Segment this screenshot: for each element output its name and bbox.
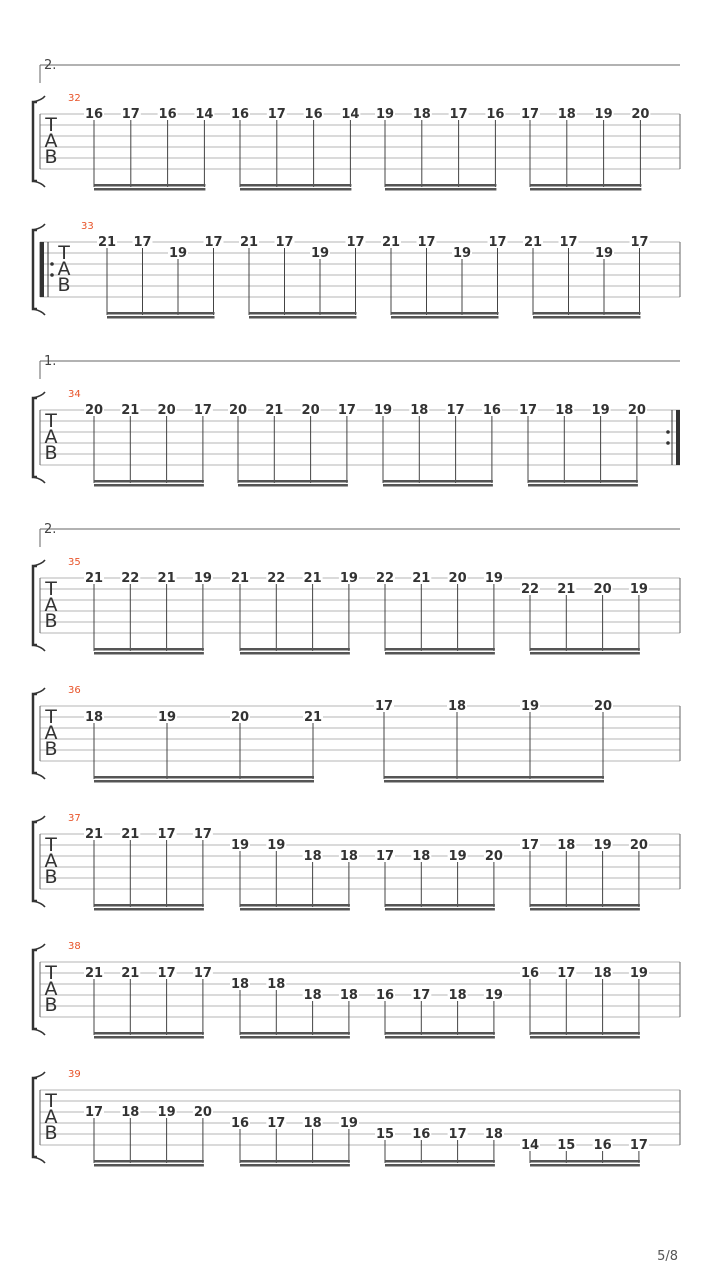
beam-primary xyxy=(94,648,204,651)
beam-secondary xyxy=(107,316,215,319)
fret-number: 18 xyxy=(557,838,576,853)
brace-bottom-curl xyxy=(33,645,45,651)
volta-label: 1. xyxy=(44,354,57,369)
beam-secondary xyxy=(238,484,348,487)
fret-number: 20 xyxy=(631,107,650,122)
tab-system xyxy=(33,813,680,911)
fret-number: 21 xyxy=(121,403,140,418)
fret-number: 21 xyxy=(230,571,250,586)
fret-number: 21 xyxy=(523,235,543,250)
fret-number: 22 xyxy=(267,571,286,586)
beam-secondary xyxy=(240,1164,350,1167)
fret-number: 18 xyxy=(267,977,286,992)
fret-number: 19 xyxy=(310,246,330,261)
note-group xyxy=(374,699,613,783)
beam-secondary xyxy=(94,652,204,655)
fret-number: 20 xyxy=(84,403,104,418)
fret-number: 15 xyxy=(375,1127,395,1142)
system-brace xyxy=(33,950,37,1029)
note-group xyxy=(375,571,504,655)
tab-system xyxy=(33,685,680,783)
tab-clef-letter: A xyxy=(44,426,58,448)
measure-number: 39 xyxy=(68,1069,81,1080)
beam-secondary xyxy=(385,188,496,191)
fret-number: 18 xyxy=(121,1105,140,1120)
fret-number: 17 xyxy=(412,988,431,1003)
fret-number: 21 xyxy=(412,571,431,586)
fret-number: 16 xyxy=(375,988,395,1003)
tab-clef-letter: T xyxy=(58,242,70,264)
note-group xyxy=(523,235,650,319)
beam-primary xyxy=(94,480,204,483)
fret-number: 20 xyxy=(484,849,503,864)
beam-secondary xyxy=(528,484,638,487)
system-brace xyxy=(33,566,37,645)
tab-clef-letter: A xyxy=(57,258,71,280)
system-brace xyxy=(33,398,37,477)
fret-number: 21 xyxy=(97,235,117,250)
fret-number: 22 xyxy=(121,571,140,586)
beam-primary xyxy=(240,184,351,187)
repeat-dot xyxy=(50,262,54,266)
fret-number: 18 xyxy=(339,849,358,864)
note-group xyxy=(230,107,360,191)
fret-number: 20 xyxy=(228,403,248,418)
note-group xyxy=(230,571,359,655)
fret-number: 21 xyxy=(239,235,259,250)
brace-bottom-curl xyxy=(33,1157,45,1163)
fret-number: 16 xyxy=(230,1116,250,1131)
fret-number: 17 xyxy=(346,235,365,250)
note-group xyxy=(518,403,647,487)
fret-number: 20 xyxy=(301,403,320,418)
fret-number: 20 xyxy=(230,710,250,725)
tab-clef-letter: T xyxy=(45,1090,57,1112)
note-group xyxy=(375,1127,504,1167)
tab-clef-letter: T xyxy=(45,962,57,984)
fret-number: 17 xyxy=(449,107,468,122)
brace-top-curl xyxy=(33,1072,45,1078)
fret-number: 17 xyxy=(520,107,540,122)
beam-secondary xyxy=(385,1164,495,1167)
note-group xyxy=(373,403,502,487)
note-group xyxy=(230,1116,359,1167)
fret-number: 20 xyxy=(593,699,613,714)
note-group xyxy=(84,966,213,1039)
measure-number: 36 xyxy=(68,685,81,696)
fret-number: 21 xyxy=(84,827,104,842)
beam-secondary xyxy=(385,652,495,655)
fret-number: 20 xyxy=(627,403,646,418)
beam-secondary xyxy=(94,188,205,191)
measure-number: 37 xyxy=(68,813,81,824)
beam-primary xyxy=(385,904,495,907)
note-group xyxy=(84,571,213,655)
fret-number: 17 xyxy=(133,235,152,250)
fret-number: 16 xyxy=(520,966,540,981)
system-brace xyxy=(33,102,37,181)
note-group xyxy=(84,827,213,911)
note-group xyxy=(228,403,357,487)
system-brace xyxy=(33,1078,37,1157)
measure-number: 38 xyxy=(68,941,81,952)
beam-primary xyxy=(238,480,348,483)
fret-number: 21 xyxy=(303,710,323,725)
brace-bottom-curl xyxy=(33,309,45,315)
fret-number: 16 xyxy=(84,107,104,122)
fret-number: 18 xyxy=(84,710,104,725)
note-group xyxy=(375,849,504,911)
fret-number: 17 xyxy=(520,838,540,853)
fret-number: 17 xyxy=(193,966,212,981)
beam-primary xyxy=(94,776,314,779)
brace-bottom-curl xyxy=(33,901,45,907)
brace-bottom-curl xyxy=(33,181,45,187)
fret-number: 17 xyxy=(374,699,394,714)
fret-number: 21 xyxy=(303,571,322,586)
fret-number: 19 xyxy=(520,699,540,714)
fret-number: 18 xyxy=(448,988,467,1003)
fret-number: 19 xyxy=(267,838,286,853)
beam-primary xyxy=(385,1160,495,1163)
fret-number: 22 xyxy=(375,571,395,586)
beam-primary xyxy=(530,184,641,187)
beam-primary xyxy=(107,312,215,315)
brace-top-curl xyxy=(33,688,45,694)
fret-number: 17 xyxy=(375,849,395,864)
brace-bottom-curl xyxy=(33,477,45,483)
fret-number: 18 xyxy=(557,107,576,122)
fret-number: 21 xyxy=(121,966,140,981)
fret-number: 18 xyxy=(230,977,250,992)
beam-primary xyxy=(240,904,350,907)
note-group xyxy=(520,582,649,655)
fret-number: 17 xyxy=(488,235,507,250)
repeat-end-thick-bar xyxy=(676,410,680,465)
page-number: 5/8 xyxy=(657,1249,678,1264)
fret-number: 17 xyxy=(559,235,578,250)
beam-primary xyxy=(530,648,640,651)
system-brace xyxy=(33,694,37,773)
beam-primary xyxy=(530,904,640,907)
fret-number: 19 xyxy=(594,246,614,261)
beam-primary xyxy=(383,480,493,483)
fret-number: 19 xyxy=(373,403,393,418)
fret-number: 21 xyxy=(265,403,284,418)
brace-bottom-curl xyxy=(33,1029,45,1035)
fret-number: 17 xyxy=(630,235,649,250)
beam-primary xyxy=(94,184,205,187)
beam-primary xyxy=(94,1160,204,1163)
fret-number: 19 xyxy=(193,571,212,586)
volta-label: 2. xyxy=(44,58,57,73)
fret-number: 15 xyxy=(557,1138,576,1153)
tab-clef-letter: T xyxy=(45,410,57,432)
fret-number: 18 xyxy=(339,988,358,1003)
fret-number: 17 xyxy=(275,235,294,250)
beam-secondary xyxy=(249,316,357,319)
tab-clef-letter: A xyxy=(44,722,58,744)
fret-number: 18 xyxy=(447,699,467,714)
fret-number: 19 xyxy=(629,582,648,597)
tab-clef-letter: B xyxy=(44,994,58,1016)
repeat-dot xyxy=(50,273,54,277)
fret-number: 16 xyxy=(230,107,250,122)
brace-top-curl xyxy=(33,392,45,398)
fret-number: 19 xyxy=(375,107,395,122)
beam-secondary xyxy=(240,1036,350,1039)
fret-number: 18 xyxy=(412,107,431,122)
beam-primary xyxy=(94,904,204,907)
tab-clef-letter: A xyxy=(44,978,58,1000)
brace-top-curl xyxy=(33,816,45,822)
fret-number: 17 xyxy=(193,403,212,418)
fret-number: 14 xyxy=(341,107,360,122)
fret-number: 17 xyxy=(121,107,140,122)
fret-number: 20 xyxy=(448,571,467,586)
beam-secondary xyxy=(533,316,641,319)
fret-number: 18 xyxy=(484,1127,503,1142)
fret-number: 20 xyxy=(629,838,648,853)
repeat-start-thick-bar xyxy=(40,242,44,297)
fret-number: 17 xyxy=(84,1105,104,1120)
fret-number: 19 xyxy=(593,838,612,853)
beam-secondary xyxy=(530,1036,640,1039)
note-group xyxy=(520,107,650,191)
fret-number: 16 xyxy=(593,1138,612,1153)
fret-number: 14 xyxy=(520,1138,540,1153)
beam-secondary xyxy=(240,652,350,655)
beam-secondary xyxy=(391,316,499,319)
system-brace xyxy=(33,822,37,901)
fret-number: 16 xyxy=(482,403,501,418)
beam-primary xyxy=(385,184,496,187)
fret-number: 17 xyxy=(557,966,576,981)
beam-primary xyxy=(249,312,357,315)
fret-number: 17 xyxy=(157,966,176,981)
beam-primary xyxy=(528,480,638,483)
fret-number: 17 xyxy=(446,403,465,418)
fret-number: 19 xyxy=(230,838,250,853)
beam-secondary xyxy=(530,652,640,655)
fret-number: 16 xyxy=(304,107,323,122)
fret-number: 18 xyxy=(303,849,322,864)
tab-clef-letter: A xyxy=(44,594,58,616)
fret-number: 17 xyxy=(417,235,436,250)
tab-clef-letter: B xyxy=(44,738,58,760)
measure-number: 33 xyxy=(81,221,94,232)
note-group xyxy=(84,1105,213,1167)
note-group xyxy=(520,966,649,1039)
fret-number: 18 xyxy=(303,1116,322,1131)
measure-number: 32 xyxy=(68,93,81,104)
beam-primary xyxy=(240,1160,350,1163)
beam-secondary xyxy=(94,1164,204,1167)
tab-clef-letter: T xyxy=(45,706,57,728)
tab-clef-letter: B xyxy=(44,866,58,888)
tab-clef-letter: T xyxy=(45,834,57,856)
fret-number: 17 xyxy=(267,107,286,122)
system-brace xyxy=(33,230,37,309)
brace-top-curl xyxy=(33,944,45,950)
fret-number: 19 xyxy=(448,849,467,864)
fret-number: 18 xyxy=(303,988,322,1003)
beam-secondary xyxy=(530,188,641,191)
fret-number: 19 xyxy=(594,107,613,122)
brace-top-curl xyxy=(33,96,45,102)
note-group xyxy=(239,235,366,319)
fret-number: 17 xyxy=(518,403,538,418)
fret-number: 19 xyxy=(629,966,648,981)
measure-number: 35 xyxy=(68,557,81,568)
beam-secondary xyxy=(94,484,204,487)
fret-number: 18 xyxy=(410,403,429,418)
fret-number: 21 xyxy=(557,582,576,597)
fret-number: 21 xyxy=(84,571,104,586)
repeat-dot xyxy=(666,441,670,445)
brace-top-curl xyxy=(33,560,45,566)
tab-clef-letter: B xyxy=(44,146,58,168)
beam-primary xyxy=(384,776,604,779)
beam-secondary xyxy=(385,1036,495,1039)
brace-top-curl xyxy=(33,224,45,230)
fret-number: 19 xyxy=(484,988,503,1003)
fret-number: 19 xyxy=(157,1105,176,1120)
tab-clef-letter: B xyxy=(44,610,58,632)
tab-system xyxy=(33,941,680,1039)
note-group xyxy=(230,977,359,1039)
note-group xyxy=(84,107,214,191)
beam-primary xyxy=(94,1032,204,1035)
beam-secondary xyxy=(94,780,314,783)
note-group xyxy=(381,235,508,319)
tab-clef-letter: B xyxy=(57,274,71,296)
tab-clef-letter: A xyxy=(44,1106,58,1128)
tab-clef-letter: T xyxy=(45,114,57,136)
beam-primary xyxy=(240,1032,350,1035)
fret-number: 20 xyxy=(193,1105,212,1120)
repeat-dot xyxy=(666,430,670,434)
fret-number: 19 xyxy=(339,571,358,586)
tab-system xyxy=(33,221,680,319)
fret-number: 19 xyxy=(452,246,472,261)
tab-system xyxy=(33,354,680,487)
fret-number: 17 xyxy=(629,1138,648,1153)
beam-secondary xyxy=(240,908,350,911)
beam-primary xyxy=(385,1032,495,1035)
fret-number: 17 xyxy=(337,403,356,418)
note-group xyxy=(84,403,213,487)
fret-number: 19 xyxy=(168,246,188,261)
tab-clef-letter: A xyxy=(44,850,58,872)
tab-system xyxy=(33,522,680,655)
brace-bottom-curl xyxy=(33,773,45,779)
beam-primary xyxy=(385,648,495,651)
note-group xyxy=(520,838,649,911)
fret-number: 17 xyxy=(267,1116,286,1131)
note-group xyxy=(230,838,359,911)
volta-label: 2. xyxy=(44,522,57,537)
fret-number: 21 xyxy=(157,571,176,586)
tab-system xyxy=(33,1069,680,1167)
note-group xyxy=(84,710,323,783)
beam-secondary xyxy=(94,908,204,911)
fret-number: 17 xyxy=(157,827,176,842)
fret-number: 18 xyxy=(555,403,574,418)
fret-number: 17 xyxy=(204,235,223,250)
fret-number: 17 xyxy=(193,827,212,842)
fret-number: 16 xyxy=(412,1127,431,1142)
beam-primary xyxy=(240,648,350,651)
beam-secondary xyxy=(94,1036,204,1039)
fret-number: 20 xyxy=(157,403,176,418)
fret-number: 16 xyxy=(486,107,505,122)
fret-number: 19 xyxy=(591,403,610,418)
note-group xyxy=(520,1138,649,1167)
beam-secondary xyxy=(385,908,495,911)
beam-primary xyxy=(533,312,641,315)
note-group xyxy=(375,988,504,1039)
beam-primary xyxy=(530,1032,640,1035)
fret-number: 22 xyxy=(520,582,540,597)
beam-secondary xyxy=(530,908,640,911)
fret-number: 21 xyxy=(121,827,140,842)
tab-clef-letter: A xyxy=(44,130,58,152)
measure-number: 34 xyxy=(68,389,81,400)
tab-clef-letter: B xyxy=(44,442,58,464)
fret-number: 21 xyxy=(84,966,104,981)
fret-number: 18 xyxy=(412,849,431,864)
fret-number: 16 xyxy=(158,107,177,122)
fret-number: 21 xyxy=(381,235,401,250)
beam-primary xyxy=(391,312,499,315)
beam-secondary xyxy=(384,780,604,783)
beam-primary xyxy=(530,1160,640,1163)
beam-secondary xyxy=(240,188,351,191)
note-group xyxy=(375,107,505,191)
note-group xyxy=(97,235,224,319)
tab-clef-letter: B xyxy=(44,1122,58,1144)
tab-system xyxy=(33,58,680,191)
tab-clef-letter: T xyxy=(45,578,57,600)
fret-number: 17 xyxy=(448,1127,467,1142)
fret-number: 20 xyxy=(593,582,612,597)
fret-number: 19 xyxy=(157,710,177,725)
fret-number: 18 xyxy=(593,966,612,981)
fret-number: 19 xyxy=(339,1116,358,1131)
beam-secondary xyxy=(530,1164,640,1167)
beam-secondary xyxy=(383,484,493,487)
fret-number: 19 xyxy=(484,571,503,586)
fret-number: 14 xyxy=(195,107,214,122)
